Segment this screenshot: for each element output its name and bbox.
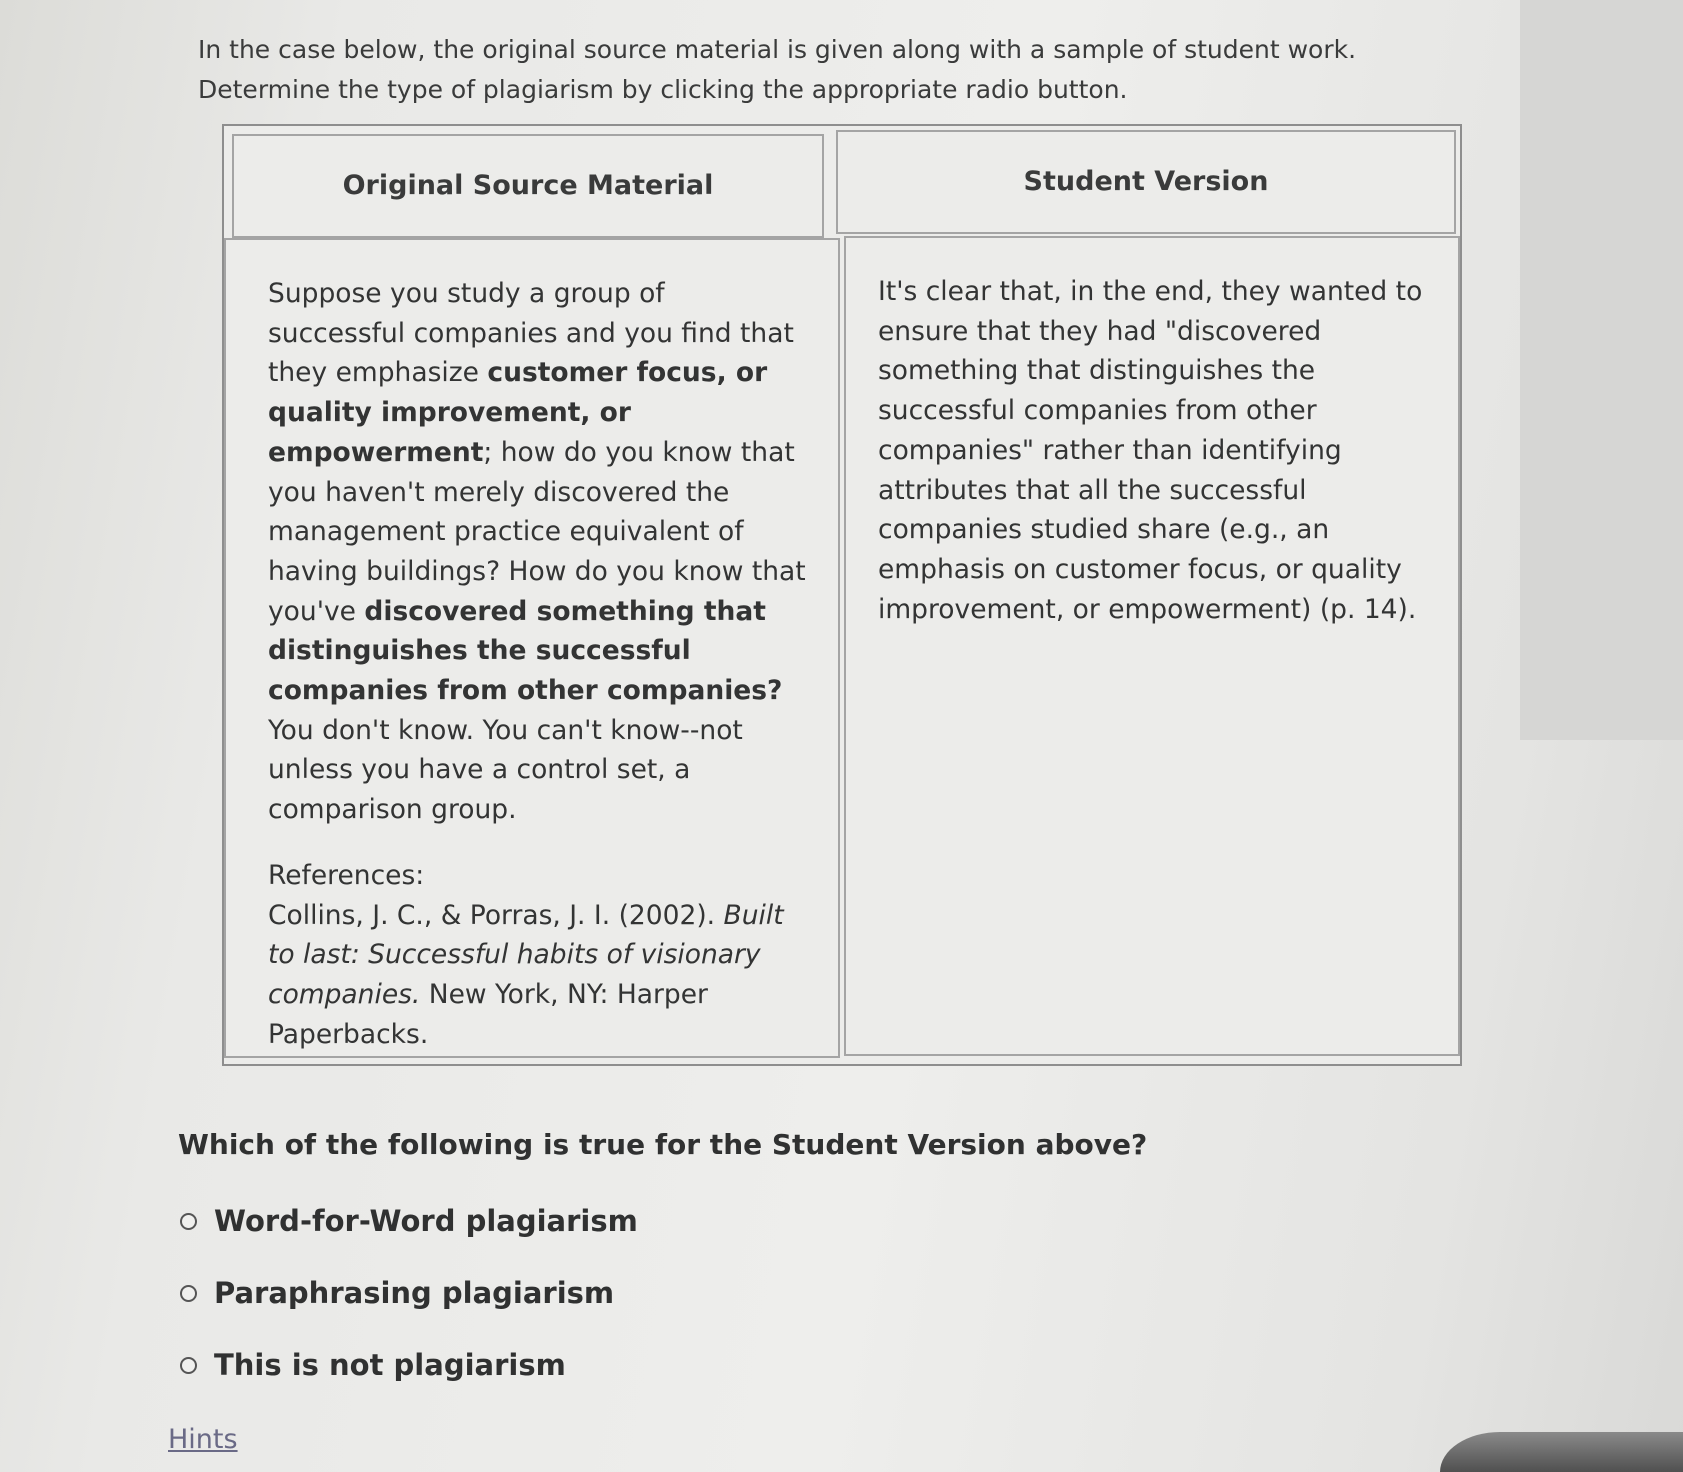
reference-entry [268, 896, 808, 1055]
option-label: This is not plagiarism [214, 1348, 566, 1382]
instructions-line-1: In the case below, the original source material is given along with a sample of student work. [198, 35, 1357, 64]
original-bold-1: customer focus, or quality improvement, or empowerment [268, 357, 768, 468]
radio-button[interactable] [180, 1213, 197, 1230]
header-student-version: Student Version [836, 130, 1456, 234]
reference-authors: Collins, J. C., & Porras, J. I. (2002). [268, 899, 724, 931]
question-prompt: Which of the following is true for the Student Version above? [178, 1128, 1148, 1161]
hints-link[interactable]: Hints [168, 1424, 238, 1455]
option-paraphrasing[interactable] [180, 1276, 614, 1310]
side-panel [1520, 0, 1683, 740]
corner-shadow [1440, 1432, 1683, 1472]
instructions-line-2: Determine the type of plagiarism by clicking the appropriate radio button. [198, 75, 1128, 104]
original-bold-2: discovered something that distinguishes the successful companies from other companies? [268, 595, 783, 707]
student-version-text: It's clear that, in the end, they wanted to ensure that they had "discovered something that distinguishes the successful companies from other companies" rather than identifying attributes that all the successful companies studied share (e.g., an emphasis on customer focus, or quality improvement, or empowerment) (p. 14). [878, 276, 1423, 625]
radio-button[interactable] [180, 1357, 197, 1374]
comparison-table [222, 124, 1462, 1066]
original-text-2: ; how do you know that you haven't merely discovered the management practice equivalent of having buildings? How do you know that you've [268, 436, 806, 627]
option-label: Paraphrasing plagiarism [214, 1276, 615, 1310]
original-text-3: You don't know. You can't know--not unless you have a control set, a comparison group. [268, 714, 743, 826]
reference-publisher: New York, NY: Harper Paperbacks. [268, 978, 708, 1050]
option-label: Word-for-Word plagiarism [214, 1204, 638, 1238]
option-not-plagiarism[interactable] [180, 1348, 566, 1382]
reference-title: Built to last: Successful habits of visionary companies. [268, 899, 784, 1010]
option-word-for-word[interactable] [180, 1204, 638, 1238]
radio-button[interactable] [180, 1285, 197, 1302]
original-source-cell [224, 238, 840, 1058]
instructions [198, 30, 1458, 110]
original-source-text [268, 274, 808, 830]
header-original-source: Original Source Material [232, 134, 824, 238]
references-label: References: [268, 859, 425, 891]
original-text-1: Suppose you study a group of successful companies and you find that they emphasize [268, 278, 794, 389]
student-version-cell [844, 236, 1460, 1056]
